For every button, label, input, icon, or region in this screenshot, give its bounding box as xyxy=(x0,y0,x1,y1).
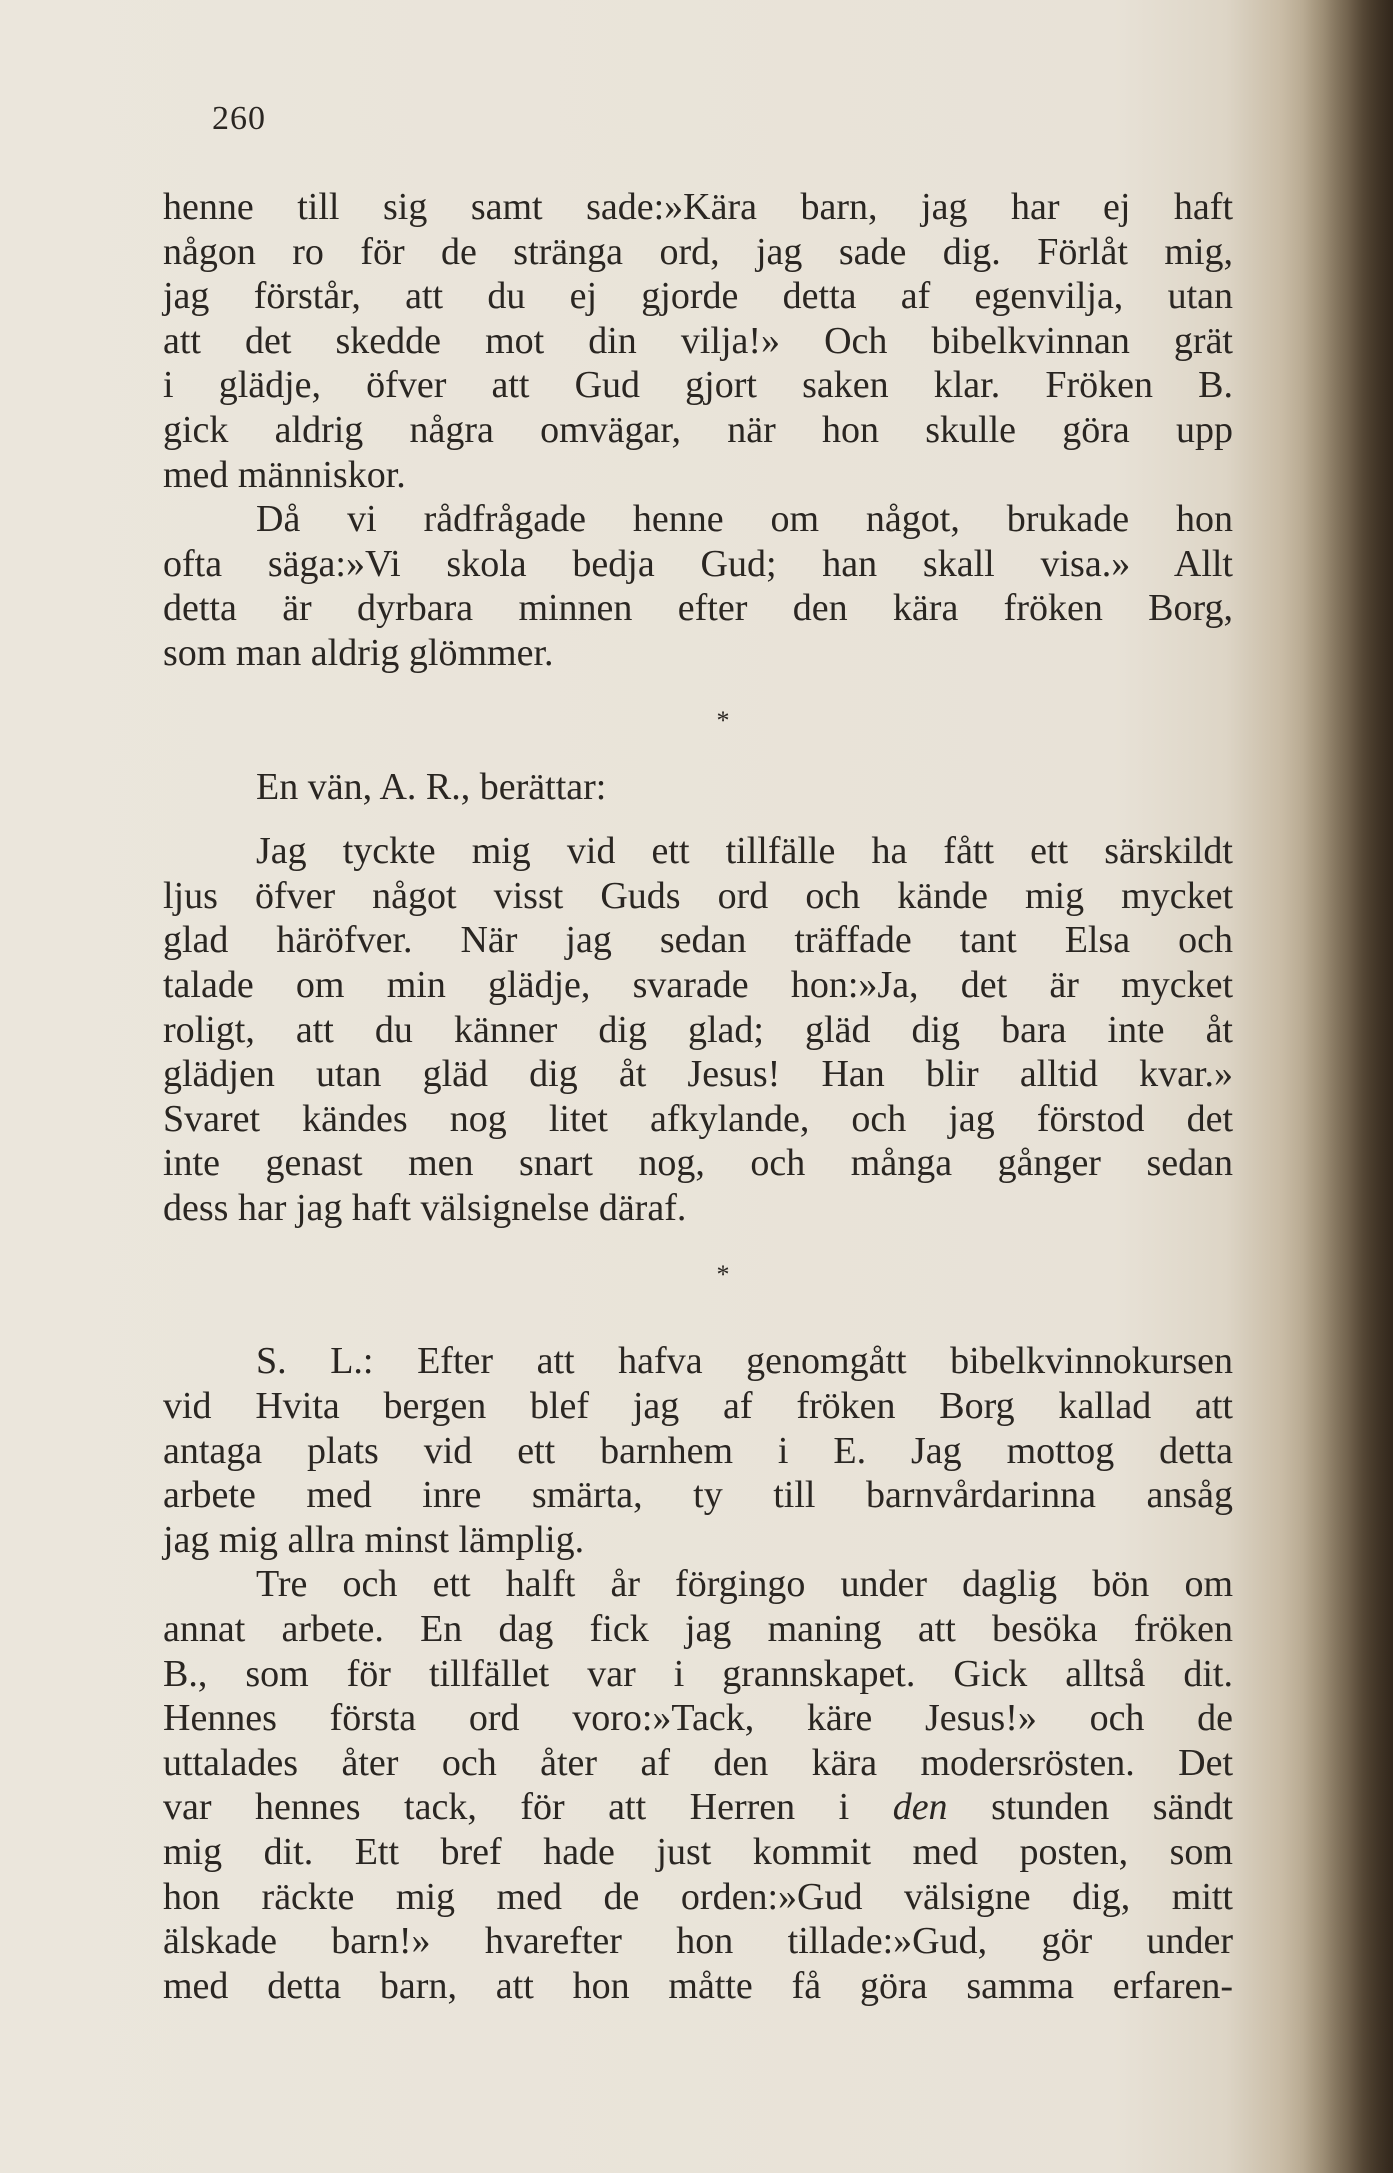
text-line: vid Hvita bergen blef jag af fröken Borg kallad att xyxy=(163,1385,1233,1428)
text-line: antaga plats vid ett barnhem i E. Jag mottog detta xyxy=(163,1429,1233,1472)
italic-word: den xyxy=(892,1786,948,1829)
text-line: hon räckte mig med de orden:»Gud välsigne dig, mitt xyxy=(163,1875,1233,1918)
text-line: B., som för tillfället var i grannskapet. Gick alltså dit. xyxy=(163,1652,1233,1695)
spacer xyxy=(163,809,1233,829)
text-line: annat arbete. En dag fick jag maning att besöka fröken xyxy=(163,1608,1233,1651)
text-line: Jag tyckte mig vid ett tillfälle ha fått ett särskildt xyxy=(256,830,1233,873)
section-heading: En vän, A. R., berättar: xyxy=(256,765,607,808)
text-line: ljus öfver något visst Guds ord och kände mig mycket xyxy=(163,874,1233,917)
text-line: Tre och ett halft år förgingo under daglig bön om xyxy=(256,1563,1233,1606)
page-number: 260 xyxy=(212,100,266,137)
spacer xyxy=(163,1319,1233,1339)
text-line: glad häröfver. När jag sedan träffade tant Elsa och xyxy=(163,919,1233,962)
text-line: älskade barn!» hvarefter hon tillade:»Gud, gör under xyxy=(163,1920,1233,1963)
text-line: arbete med inre smärta, ty till barnvårdarinna ansåg xyxy=(163,1474,1233,1517)
section-separator: * xyxy=(716,705,730,735)
text-line: i glädje, öfver att Gud gjort saken klar. Fröken B. xyxy=(163,364,1233,407)
text-line: glädjen utan gläd dig åt Jesus! Han blir alltid kvar.» xyxy=(163,1053,1233,1096)
text-line: Hennes första ord voro:»Tack, käre Jesus!» och de xyxy=(163,1697,1233,1740)
text-line: henne till sig samt sade:»Kära barn, jag har ej haft xyxy=(163,186,1233,228)
text-line: detta är dyrbara minnen efter den kära fröken Borg, xyxy=(163,587,1233,630)
text-line: Svaret kändes nog litet afkylande, och jag förstod det xyxy=(163,1097,1233,1140)
text-line: någon ro för de stränga ord, jag sade dig. Förlåt mig, xyxy=(163,230,1233,273)
text-line: med människor. xyxy=(163,453,406,496)
text-line: mig dit. Ett bref hade just kommit med posten, som xyxy=(163,1831,1233,1873)
text-line: Då vi rådfrågade henne om något, brukade hon xyxy=(256,498,1233,541)
text-line: som man aldrig glömmer. xyxy=(163,631,554,674)
text-line: jag förstår, att du ej gjorde detta af egenvilja, utan xyxy=(163,275,1233,318)
text-line: att det skedde mot din vilja!» Och bibelkvinnan grät xyxy=(163,319,1233,362)
text-line: inte genast men snart nog, och många gånger sedan xyxy=(163,1142,1233,1185)
text-line-with-italic xyxy=(163,1785,1233,1830)
text-line: gick aldrig några omvägar, när hon skulle göra upp xyxy=(163,408,1233,451)
text-line: roligt, att du känner dig glad; gläd dig bara inte åt xyxy=(163,1008,1233,1051)
body-text xyxy=(163,185,1233,2008)
text-line: talade om min glädje, svarade hon:»Ja, det är mycket xyxy=(163,963,1233,1006)
text-segment: var hennes tack, för att Herren i xyxy=(163,1786,893,1829)
text-line: jag mig allra minst lämplig. xyxy=(163,1518,585,1561)
section-separator: * xyxy=(716,1260,730,1290)
text-line: ofta säga:»Vi skola bedja Gud; han skall visa.» Allt xyxy=(163,542,1233,585)
text-line: dess har jag haft välsignelse däraf. xyxy=(163,1186,687,1229)
text-segment: stunden sändt xyxy=(947,1786,1233,1829)
text-line: S. L.: Efter att hafva genomgått bibelkvinnokursen xyxy=(256,1340,1233,1383)
text-line: med detta barn, att hon måtte få göra samma erfaren- xyxy=(163,1964,1233,2007)
binding-shadow xyxy=(1303,0,1393,2173)
text-line: uttalades åter och åter af den kära modersrösten. Det xyxy=(163,1741,1233,1784)
